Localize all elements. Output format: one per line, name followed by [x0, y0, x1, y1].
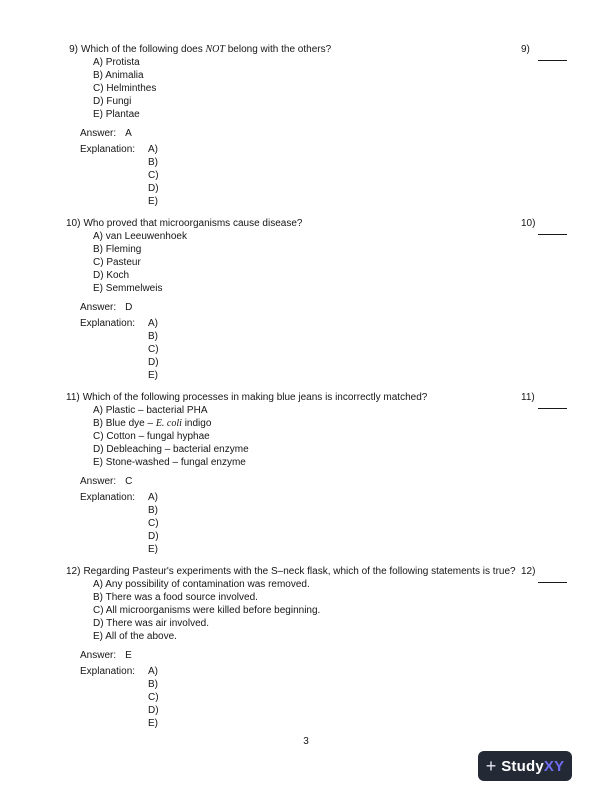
explanation-item: D): [148, 357, 159, 368]
options-list: [93, 578, 567, 643]
question-number: 10): [66, 218, 81, 229]
answer-label: Answer:: [80, 302, 117, 313]
plus-icon: +: [485, 755, 497, 776]
answer-label: Answer:: [80, 476, 117, 487]
text-run: Regarding Pasteur's experiments with the S–neck flask, which of the following statements is true?: [83, 566, 516, 577]
answer-blank-line: [538, 230, 567, 235]
explanation-item: C): [148, 344, 159, 355]
answer-blank-line: [538, 56, 567, 61]
answer-option: [93, 256, 567, 269]
question-row: [66, 565, 567, 578]
text-run: B) Fleming: [93, 244, 142, 255]
explanation-item: A): [148, 318, 158, 329]
options-list: [93, 404, 567, 469]
question-margin-ref: [521, 391, 567, 409]
question-margin-ref: [521, 565, 567, 583]
question-number: 9): [69, 44, 78, 55]
answer-value: D: [125, 302, 133, 313]
explanation-item: E): [148, 718, 158, 729]
text-run: A) Protista: [93, 57, 140, 68]
text-run: Who proved that microorganisms cause disease?: [83, 218, 303, 229]
explanation-items: [148, 491, 159, 556]
answer-option: [93, 456, 567, 469]
text-run: A) van Leeuwenhoek: [93, 231, 187, 242]
question-margin-number: 10): [521, 218, 536, 229]
answer-value: E: [125, 650, 132, 661]
explanation-item: E): [148, 544, 158, 555]
answer-option: [93, 56, 567, 69]
explanation-item: E): [148, 196, 158, 207]
answer-option: [93, 578, 567, 591]
text-run: D) Koch: [93, 270, 130, 281]
text-run-italic: E. coli: [155, 418, 182, 429]
answer-option: [93, 108, 567, 121]
answer-row: [80, 301, 567, 314]
explanation-section: [80, 491, 567, 556]
text-run: E) Plantae: [93, 109, 140, 120]
page-number: 3: [303, 736, 309, 747]
answer-option: [93, 282, 567, 295]
question-text: [83, 217, 302, 230]
question-margin-ref: [521, 217, 567, 235]
explanation-section: [80, 143, 567, 208]
answer-option: [93, 82, 567, 95]
question-number: 12): [66, 566, 81, 577]
explanation-section: [80, 317, 567, 382]
explanation-items: [148, 317, 159, 382]
question-row: [66, 217, 567, 230]
answer-option: [93, 443, 567, 456]
explanation-item: B): [148, 505, 158, 516]
text-run: belong with the others?: [224, 44, 332, 55]
question-block: [66, 217, 567, 382]
question-margin-number: 11): [521, 392, 535, 403]
text-run-italic: NOT: [205, 44, 225, 55]
answer-row: [80, 127, 567, 140]
answer-label: Answer:: [80, 128, 117, 139]
question-text: [83, 565, 515, 578]
answer-row: [80, 649, 567, 662]
text-run: D) Debleaching – bacterial enzyme: [93, 444, 249, 455]
answer-option: [93, 69, 567, 82]
logo-wordmark: [501, 759, 564, 774]
explanation-item: A): [148, 144, 158, 155]
text-run: Which of the following does: [81, 44, 206, 55]
explanation-section: [80, 665, 567, 730]
explanation-item: E): [148, 370, 158, 381]
question-block: [66, 43, 567, 208]
answer-option: [93, 269, 567, 282]
explanation-item: A): [148, 492, 158, 503]
explanation-label: Explanation:: [80, 666, 136, 677]
question-margin-number: 12): [521, 566, 536, 577]
text-run: A) Any possibility of contamination was removed.: [93, 579, 310, 590]
explanation-item: C): [148, 518, 159, 529]
text-run: Which of the following processes in making blue jeans is incorrectly matched?: [82, 392, 428, 403]
logo-text-xy: XY: [543, 757, 565, 775]
answer-option: [93, 404, 567, 417]
text-run: indigo: [181, 418, 212, 429]
answer-blank-line: [538, 578, 567, 583]
answer-option: [93, 591, 567, 604]
explanation-item: A): [148, 666, 158, 677]
answer-value: C: [125, 476, 133, 487]
explanation-items: [148, 143, 159, 208]
question-row: [66, 43, 567, 56]
options-list: [93, 56, 567, 121]
question-margin-ref: [521, 43, 567, 61]
explanation-label: Explanation:: [80, 318, 136, 329]
answer-option: [93, 95, 567, 108]
question-block: [66, 565, 567, 730]
text-run: B) Blue dye –: [93, 418, 156, 429]
explanation-item: B): [148, 679, 158, 690]
explanation-item: C): [148, 692, 159, 703]
answer-option: [93, 230, 567, 243]
text-run: D) Fungi: [93, 96, 132, 107]
question-block: [66, 391, 567, 556]
text-run: E) Semmelweis: [93, 283, 163, 294]
question-number: 11): [66, 392, 80, 403]
answer-option: [93, 617, 567, 630]
text-run: C) Cotton – fungal hyphae: [93, 431, 210, 442]
explanation-item: B): [148, 157, 158, 168]
explanation-item: D): [148, 531, 159, 542]
text-run: C) All microorganisms were killed before beginning.: [93, 605, 321, 616]
studyxy-logo: [478, 751, 572, 781]
explanation-item: B): [148, 331, 158, 342]
question-text: [81, 43, 331, 56]
text-run: E) Stone-washed – fungal enzyme: [93, 457, 246, 468]
question-margin-number: 9): [521, 44, 530, 55]
logo-text-study: Study: [501, 757, 544, 775]
explanation-items: [148, 665, 159, 730]
text-run: D) There was air involved.: [93, 618, 209, 629]
text-run: C) Pasteur: [93, 257, 141, 268]
answer-option: [93, 604, 567, 617]
text-run: B) There was a food source involved.: [93, 592, 258, 603]
answer-option: [93, 417, 567, 430]
explanation-item: D): [148, 705, 159, 716]
answer-option: [93, 243, 567, 256]
explanation-label: Explanation:: [80, 144, 136, 155]
answer-row: [80, 475, 567, 488]
explanation-label: Explanation:: [80, 492, 136, 503]
answer-blank-line: [538, 404, 567, 409]
answer-option: [93, 630, 567, 643]
explanation-item: D): [148, 183, 159, 194]
question-row: [66, 391, 567, 404]
text-run: E) All of the above.: [93, 631, 177, 642]
text-run: B) Animalia: [93, 70, 144, 81]
answer-value: A: [125, 128, 132, 139]
text-run: C) Helminthes: [93, 83, 157, 94]
options-list: [93, 230, 567, 295]
explanation-item: C): [148, 170, 159, 181]
answer-label: Answer:: [80, 650, 117, 661]
answer-option: [93, 430, 567, 443]
question-text: [83, 391, 428, 404]
text-run: A) Plastic – bacterial PHA: [93, 405, 208, 416]
